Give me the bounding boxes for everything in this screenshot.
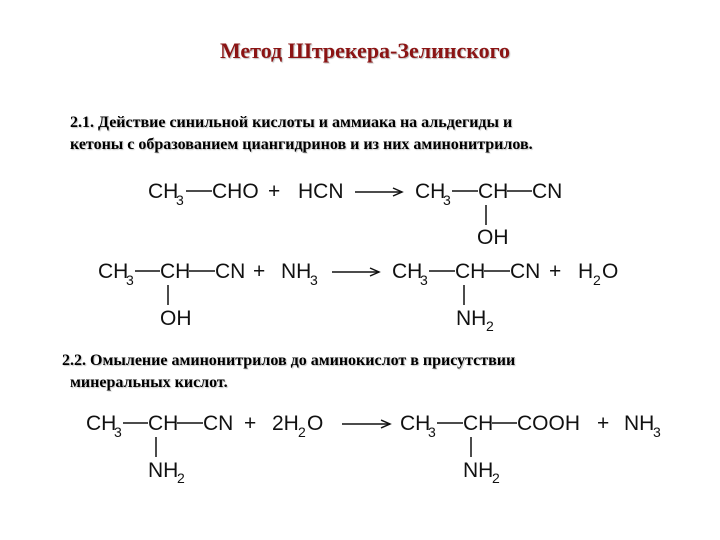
product-ch: CH bbox=[478, 180, 509, 203]
product-water-subscript: 2 bbox=[593, 272, 601, 288]
reaction-3 bbox=[86, 412, 661, 486]
product-water-o: O bbox=[602, 260, 619, 283]
reactant-ch3: CH bbox=[86, 412, 117, 435]
plus-sign: + bbox=[244, 412, 257, 435]
section-1-line-1: 2.1. Действие синильной кислоты и аммиака на альдегиды и bbox=[70, 114, 513, 131]
reaction-2 bbox=[98, 260, 618, 334]
product-ch3: CH bbox=[400, 412, 431, 435]
reactant-nh3: NH bbox=[281, 260, 312, 283]
product-cn: CN bbox=[532, 180, 563, 203]
reactant-nh2-subscript: 2 bbox=[177, 470, 185, 486]
product-ch3: CH bbox=[392, 260, 423, 283]
section-2-line-1: 2.2. Омыление аминонитрилов до аминокислот в присутствии bbox=[62, 352, 516, 369]
product-ch: CH bbox=[463, 412, 494, 435]
section-2-line-2: минеральных кислот. bbox=[70, 374, 228, 391]
product-water-h: H bbox=[578, 260, 594, 283]
product-ch3: CH bbox=[415, 180, 446, 203]
reactant-water-2h: 2H bbox=[272, 412, 299, 435]
reactant-ch: CH bbox=[160, 260, 191, 283]
reactant-ch3-subscript: 3 bbox=[126, 272, 134, 288]
plus-sign: + bbox=[268, 180, 281, 203]
reactant-hcn: HCN bbox=[298, 180, 344, 203]
reactant-ch3-subscript: 3 bbox=[176, 192, 184, 208]
product-ch3-subscript: 3 bbox=[443, 192, 451, 208]
reactant-oh: OH bbox=[160, 307, 192, 330]
product-ch3-subscript: 3 bbox=[420, 272, 428, 288]
reactant-cn: CN bbox=[203, 412, 234, 435]
page-title: Метод Штрекера-Зелинского bbox=[219, 38, 511, 63]
plus-sign: + bbox=[253, 260, 266, 283]
product-ch3-subscript: 3 bbox=[428, 424, 436, 440]
reactant-ch: CH bbox=[148, 412, 179, 435]
product-cooh: COOH bbox=[517, 412, 580, 435]
product-nh2: NH bbox=[463, 459, 494, 482]
reactant-ch3: CH bbox=[98, 260, 129, 283]
reactant-cho: CHO bbox=[212, 180, 259, 203]
reactant-ch3-subscript: 3 bbox=[114, 424, 122, 440]
reactant-water-subscript: 2 bbox=[298, 424, 306, 440]
product-nh3-subscript: 3 bbox=[653, 424, 661, 440]
product-cn: CN bbox=[510, 260, 541, 283]
reaction-1 bbox=[148, 180, 562, 249]
product-oh: OH bbox=[477, 226, 509, 249]
plus-sign: + bbox=[549, 260, 562, 283]
reactant-cn: CN bbox=[215, 260, 246, 283]
product-nh2-subscript: 2 bbox=[486, 318, 494, 334]
reactant-ch3: CH bbox=[148, 180, 179, 203]
plus-sign: + bbox=[597, 412, 610, 435]
product-nh2-subscript: 2 bbox=[492, 470, 500, 486]
reactant-nh2: NH bbox=[148, 459, 179, 482]
section-1-line-2: кетоны с образованием циангидринов и из них аминонитрилов. bbox=[70, 136, 533, 153]
product-nh2: NH bbox=[456, 307, 487, 330]
product-nh3: NH bbox=[624, 412, 655, 435]
product-ch: CH bbox=[455, 260, 486, 283]
reactant-nh3-subscript: 3 bbox=[310, 272, 318, 288]
reactant-water-o: O bbox=[307, 412, 324, 435]
